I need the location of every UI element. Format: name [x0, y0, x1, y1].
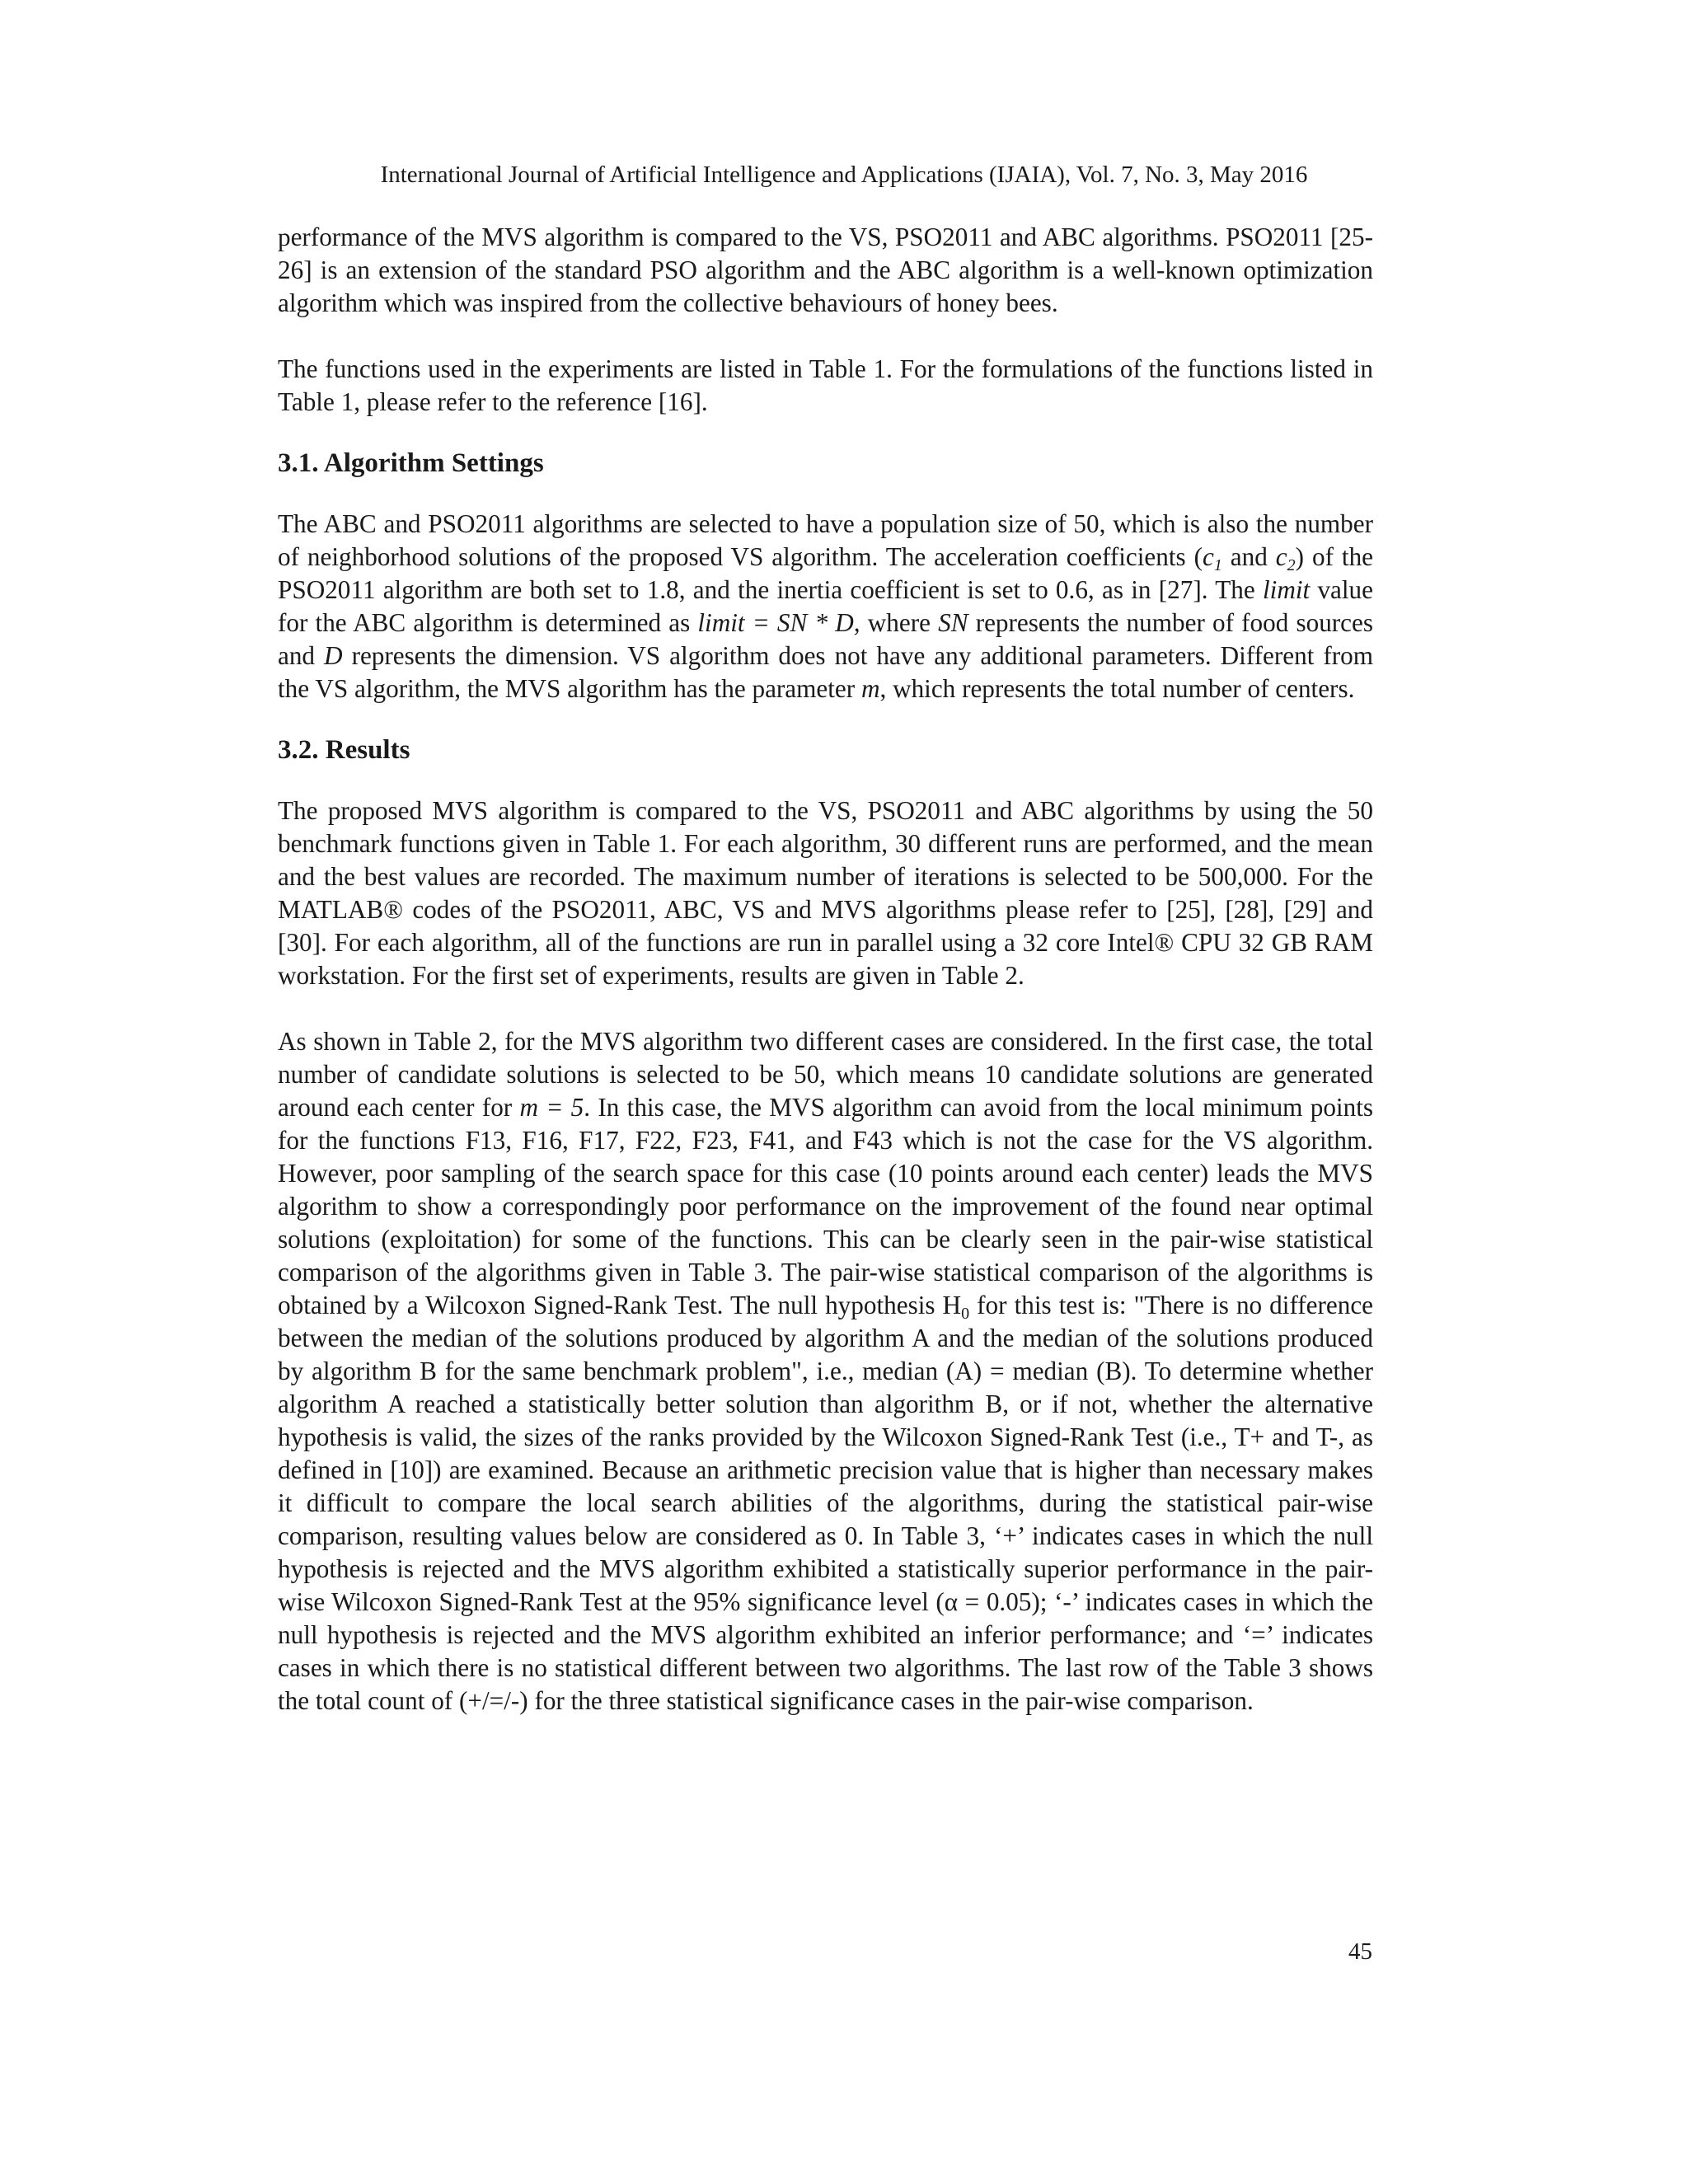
math-c2: $c_2$ — [1275, 542, 1296, 574]
body-text — [278, 221, 1373, 1718]
math-c1: $c_1$ — [1203, 542, 1222, 574]
paragraph-functions: The functions used in the experiments are listed in Table 1. For the formulations of the functions listed in Table 1, please refer to the reference [16]. — [278, 354, 1373, 416]
h0-subscript: 0 — [961, 1305, 970, 1323]
section-heading-algorithm-settings: 3.1. Algorithm Settings — [278, 448, 544, 478]
paragraph-algorithm-settings: The ABC and PSO2011 algorithms are selected to have a population size of 50, which is also the number of neighborhood solutions of the proposed VS algorithm. The acceleration coefficients ($c_1$ and $c_2$) of the PSO2011 algorithm are both set to 1.8, and the inertia coefficient is set to 0.6, as in [27]. The limit value for the ABC algorithm is determined as limit = SN * D, where SN represents the number of food sources and D represents the dimension. VS algorithm does not have any additional parameters. Different from the VS algorithm, the MVS algorithm has the parameter m, which represents the total number of centers. — [278, 509, 1374, 703]
formula-limit: limit = SN * D, — [697, 608, 860, 637]
paragraph-intro: performance of the MVS algorithm is compared to the VS, PSO2011 and ABC algorithms. PSO2011 [25-26] is an extension of the standard PSO algorithm and the ABC algorithm is a well-known optimization algorithm which was inspired from the collective behaviours of honey bees. — [278, 223, 1373, 317]
math-m-equals-5: m = 5 — [519, 1093, 584, 1122]
paragraph-results: The proposed MVS algorithm is compared to the VS, PSO2011 and ABC algorithms by using the 50 benchmark functions given in Table 1. For each algorithm, 30 different runs are performed, and the mean and the best values are recorded. The maximum number of iterations is selected to be 500,000. For the MATLAB® codes of the PSO2011, ABC, VS and MVS algorithms please refer to [25], [28], [29] and [30]. For each algorithm, all of the functions are run in parallel using a 32 core Intel® CPU 32 GB RAM workstation. For the first set of experiments, results are given in Table 2. — [278, 796, 1373, 990]
term-d: D — [324, 641, 343, 670]
running-header: International Journal of Artificial Intelligence and Applications (IJAIA), Vol. 7, No. 3, May 2016 — [380, 162, 1308, 188]
term-sn: SN — [938, 608, 968, 637]
math-alpha: α = 0.05 — [944, 1587, 1032, 1616]
page-number: 45 — [1348, 1938, 1372, 1965]
math-m: m — [860, 674, 880, 703]
term-limit: limit — [1262, 575, 1311, 604]
section-heading-results: 3.2. Results — [278, 735, 410, 765]
paragraph-mvs-cases: As shown in Table 2, for the MVS algorithm two different cases are considered. In the first case, the total number of candidate solutions is selected to be 50, which means 10 candidate solutions are generated around each center for m = 5. In this case, the MVS algorithm can avoid from the local minimum points for the functions F13, F16, F17, F22, F23, F41, and F43 which is not the case for the VS algorithm. However, poor sampling of the search space for this case (10 points around each center) leads the MVS algorithm to show a correspondingly poor performance on the improvement of the found near optimal solutions (exploitation) for some of the functions. This can be clearly seen in the pair-wise statistical comparison of the algorithms given in Table 3. The pair-wise statistical comparison of the algorithms is obtained by a Wilcoxon Signed-Rank Test. The null hypothesis $H_0$ for this test is: "There is no difference between the median of the solutions produced by algorithm A and the median of the solutions produced by algorithm B for the same benchmark problem", i.e., median (A) = median (B). To determine whether algorithm A reached a statistically better solution than algorithm B, or if not, whether the alternative hypothesis is valid, the sizes of the ranks provided by the Wilcoxon Signed-Rank Test (i.e., T+ and T-, as defined in [10]) are examined. Because an arithmetic precision value that is higher than necessary makes it difficult to compare the local search abilities of the algorithms, during the statistical pair-wise comparison, resulting values below are considered as 0. In Table 3, ‘+’ indicates cases in which the null hypothesis is rejected and the MVS algorithm exhibited a statistically superior performance in the pair-wise Wilcoxon Signed-Rank Test at the 95% significance level (α = 0.05); ‘-’ indicates cases in which the null hypothesis is rejected and the MVS algorithm exhibited an inferior performance; and ‘=’ indicates cases in which there is no statistical different between two algorithms. The last row of the Table 3 shows the total count of (+/=/-) for the three statistical significance cases in the pair-wise comparison. — [278, 1027, 1374, 1715]
